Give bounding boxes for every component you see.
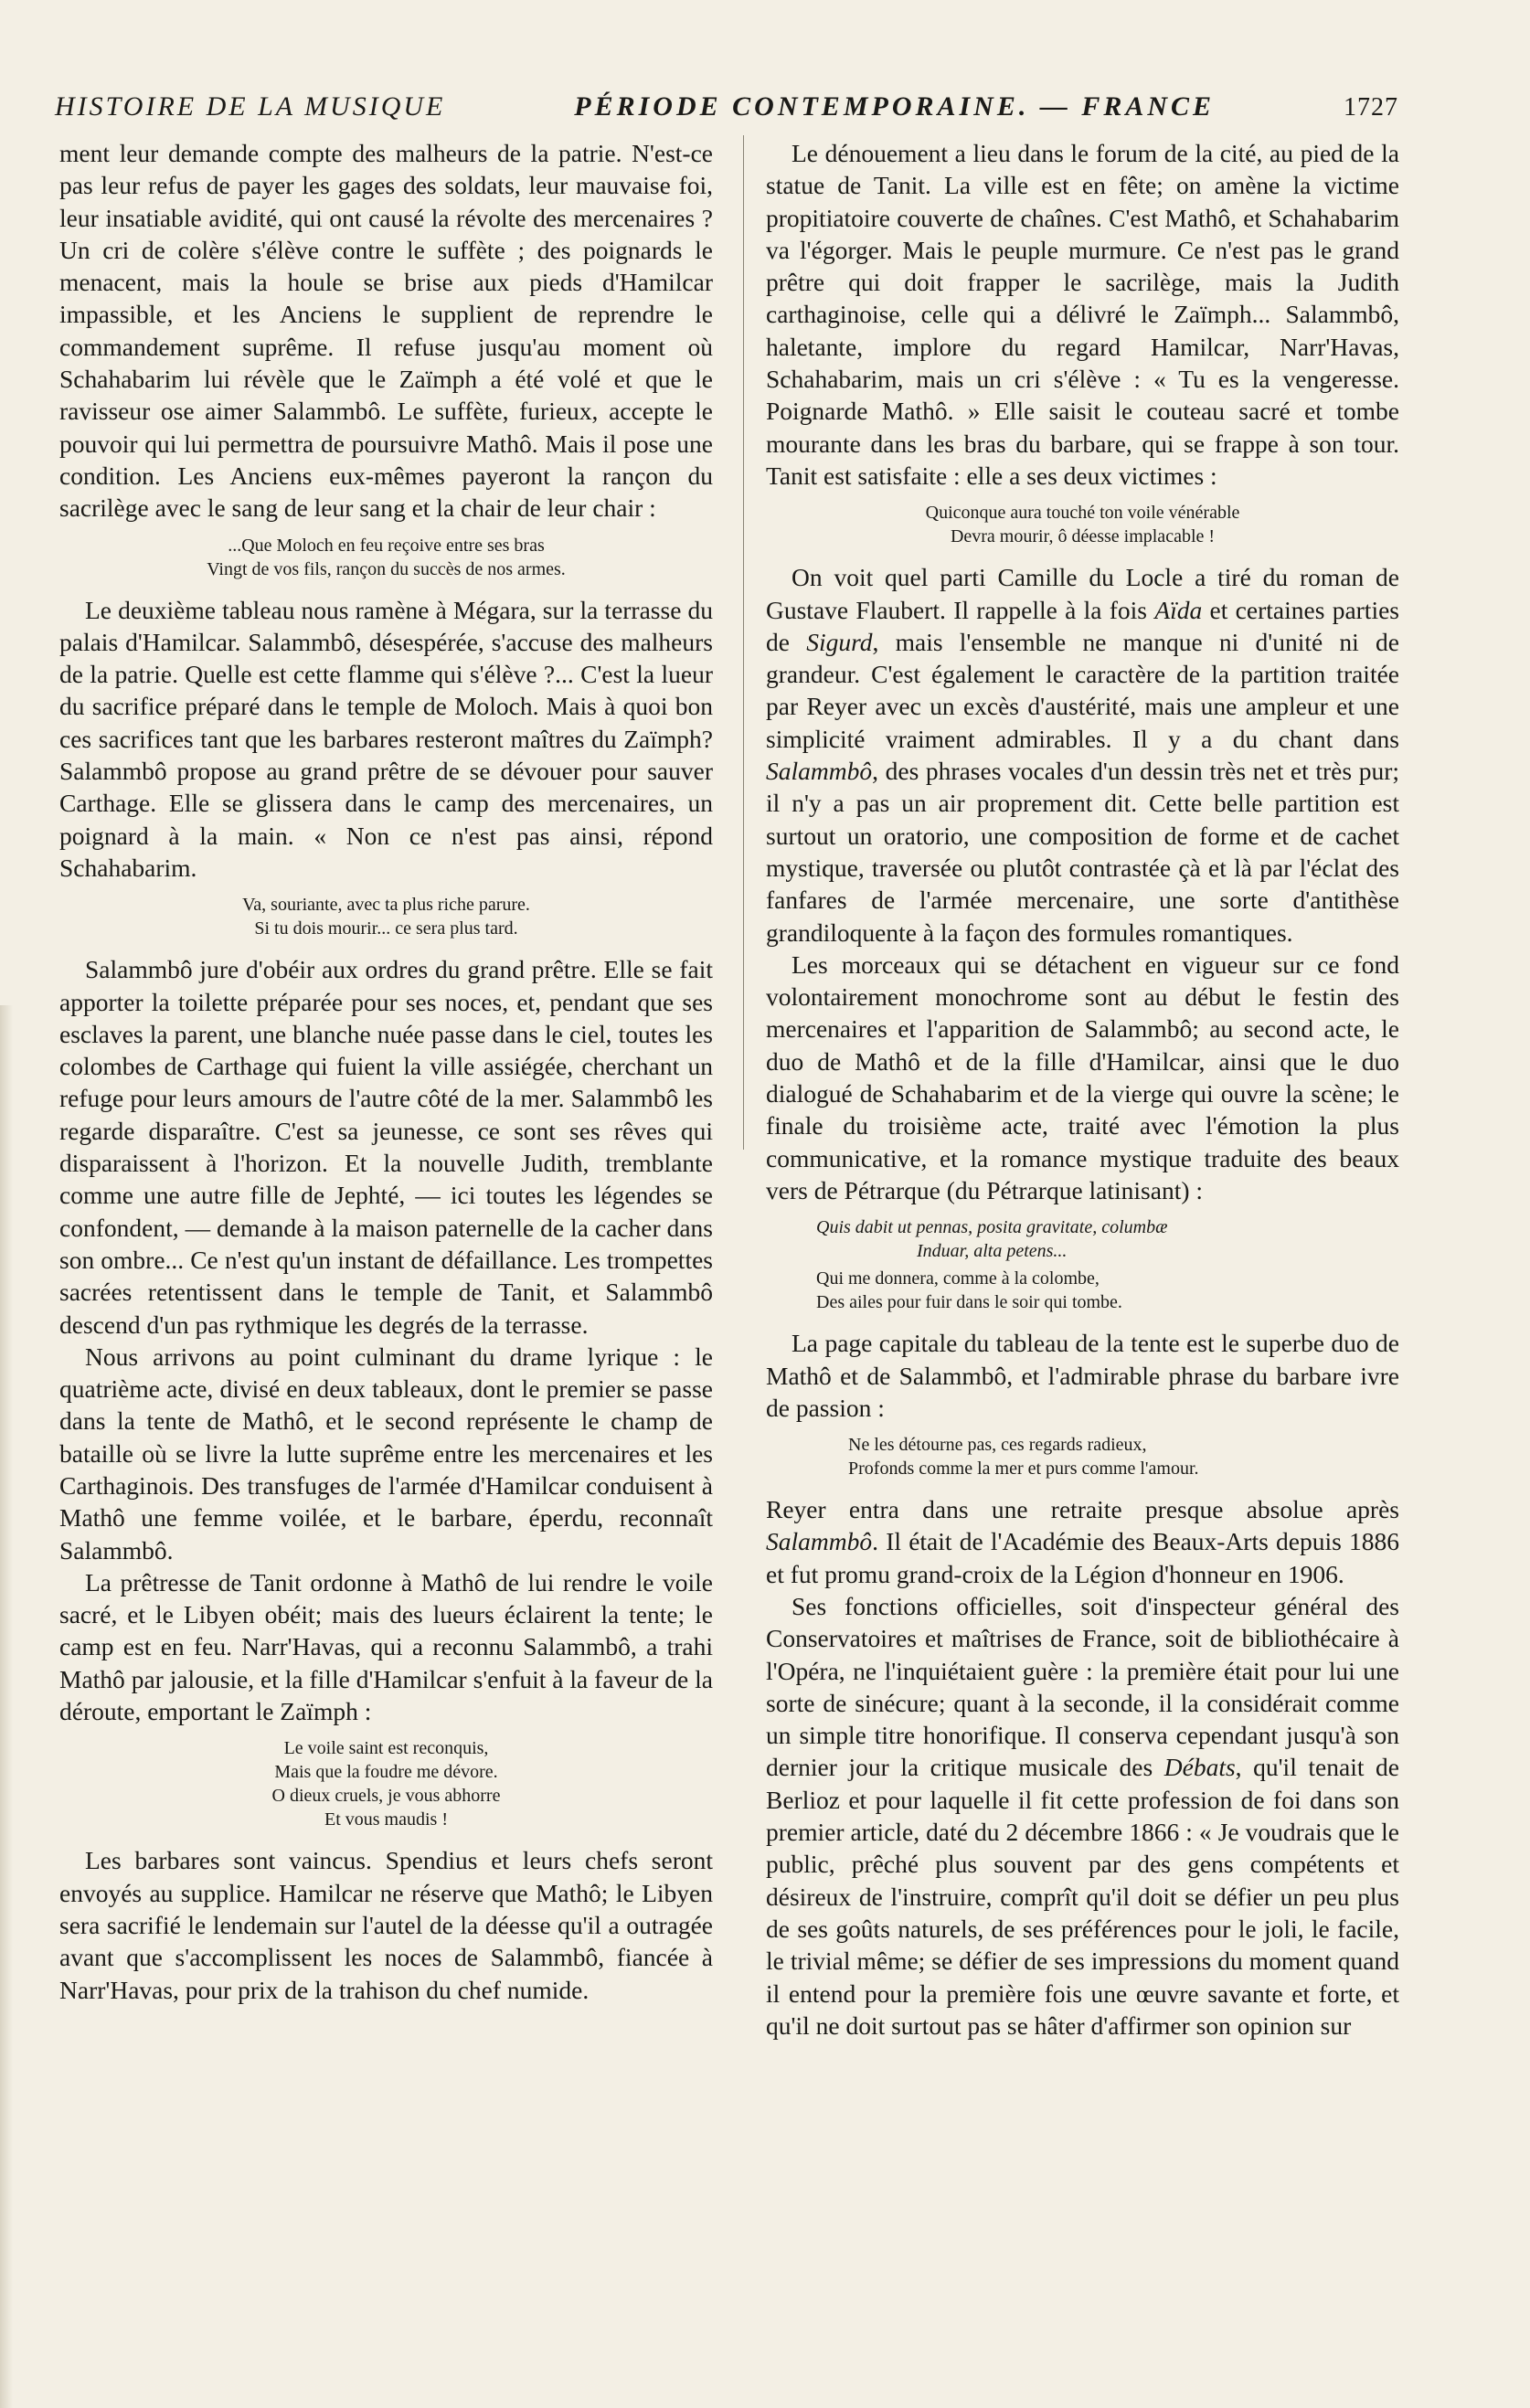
verse-line: O dieux cruels, je vous abhorre [271, 1786, 501, 1807]
running-title-left: HISTOIRE DE LA MUSIQUE [55, 91, 446, 122]
paragraph: Les morceaux qui se détachent en vigueur sur ce fond volontairement monochrome sont au début le festin des mercenaires et l'apparition de Salammbô; au second acte, le duo de Mathô et de la fille d'Hamilcar, ainsi que le duo dialogué de Schahabarim et de la vierge qui ouvre la scène; le finale du troisième acte, traité avec l'émotion la plus communicative, et la romance mystique traduite des beaux vers de Pétrarque (du Pétrarque latinisant) : [766, 949, 1399, 1204]
paragraph: La prêtresse de Tanit ordonne à Mathô de lui rendre le voile sacré, et le Libyen obéit; mais des lueurs éclairent la tente; le camp est en feu. Narr'Havas, qui a reconnu Salammbô, a trahi Mathô par jalousie, et la fille d'Hamilcar s'enfuit à la faveur de la déroute, emportant le Zaïmph : [59, 1567, 713, 1726]
work-title: Aïda [1154, 595, 1203, 624]
verse-line: Ne les détourne pas, ces regards radieux, [848, 1435, 1147, 1456]
verse-line: Et vous maudis ! [324, 1809, 448, 1830]
verse-quote [59, 893, 713, 940]
latin-verse-quote [766, 1215, 1399, 1263]
verse-translation [766, 1267, 1399, 1314]
paragraph [766, 1493, 1399, 1590]
text-run: , des phrases vocales d'un dessin très net et très pur; il n'y a pas un air proprement dit. Cette belle partition est surtout un oratorio, une composition de forme et de cachet mystique, traversée ou plutôt contrastée çà et là par l'éclat des fanfares de l'armée mercenaire, une sorte d'antithèse grandiloquente à la façon des formules romantiques. [766, 757, 1399, 947]
verse-quote [766, 501, 1399, 548]
paragraph: Les barbares sont vaincus. Spendius et leurs chefs seront envoyés au supplice. Hamilcar ne réserve que Mathô; le Libyen sera sacrifié le lendemain sur l'autel de la déesse qu'il a outragée avant que s'accomplissent les noces de Salammbô, fiancée à Narr'Havas, pour prix de la trahison du chef numide. [59, 1846, 713, 2004]
verse-quote [59, 534, 713, 581]
paragraph: Le deuxième tableau nous ramène à Mégara, sur la terrasse du palais d'Hamilcar. Salammbô, désespérée, s'accuse des malheurs de la patrie. Quelle est cette flamme qui s'élève ?... C'est la lueur du sacrifice préparé dans le temple de Moloch. Mais à quoi bon ces sacrifices tant que les barbares resteront maîtres du Zaïmph? Salammbô propose au grand prêtre de se dévouer pour sauver Carthage. Elle se glissera dans le camp des mercenaires, un poignard à la main. « Non ce n'est pas ainsi, répond Schahabarim. [59, 595, 713, 882]
verse-line: Mais que la foudre me dévore. [274, 1762, 498, 1783]
verse-line: Devra mourir, ô déesse implacable ! [950, 526, 1216, 547]
text-run: , qu'il tenait de Berlioz et pour laquelle il fit cette profession de foi dans son premier article, daté du 2 décembre 1866 : « Je voudrais que le public, prêché plus souvent par des gens compétents et désireux de l'instruire, comprît qu'il doit se défier un peu plus de ses goûts naturels, de ses préférences pour le joli, le facile, le trivial même; se défier de ses impressions du moment quand il entend pour la première fois une œuvre savante et forte, et qu'il ne doit surtout pas se hâter d'affirmer son opinion sur [766, 1753, 1399, 2040]
right-column [766, 137, 1399, 2042]
paragraph: Salammbô jure d'obéir aux ordres du grand prêtre. Elle se fait apporter la toilette préparée pour ses noces, et, pendant que ses esclaves la parent, une blanche nuée passe dans le ciel, toutes les colombes de Carthage qui fuient la ville assiégée, cherchant un refuge pour leurs amours de l'autre côté de la mer. Salammbô les regarde disparaître. C'est sa jeunesse, ce sont ses rêves qui disparaissent à l'horizon. Et la nouvelle Judith, tremblante comme une autre fille de Jephté, — ici toutes les légendes se confondent, — demande à la maison paternelle de la cacher dans son ombre... Ce n'est qu'un instant de défaillance. Les trompettes sacrées retentissent dans le temple de Tanit, et Salammbô descend d'un pas rythmique les degrés de la terrasse. [59, 955, 713, 1339]
journal-title: Débats [1163, 1753, 1236, 1782]
text-run: . Il était de l'Académie des Beaux-Arts depuis 1886 et fut promu grand-croix de la Légion d'honneur en 1906. [766, 1527, 1399, 1588]
verse-line: Des ailes pour fuir dans le soir qui tombe. [816, 1292, 1122, 1313]
text-run: Ses fonctions officielles, soit d'inspecteur général des Conservatoires et maîtrises de France, soit de bibliothécaire à l'Opéra, ne l'inquiétaient guère : la première était pour lui une sorte de sinécure; quant à la seconde, il la considérait comme un simple titre honorifique. Il conserva cependant jusqu'à son dernier jour la critique musicale des [766, 1591, 1399, 1782]
paragraph: La page capitale du tableau de la tente est le superbe duo de Mathô et de Salammbô, et l'admirable phrase du barbare ivre de passion : [766, 1329, 1399, 1422]
paragraph: Le dénouement a lieu dans le forum de la cité, au pied de la statue de Tanit. La ville est en fête; on amène la victime propitiatoire couverte de chaînes. C'est Mathô, et Schahabarim va l'égorger. Mais le peuple murmure. Ce n'est pas le grand prêtre qui doit frapper le sacrilège, mais la Judith carthaginoise, celle qui a délivré le Zaïmph... Salammbô, haletante, implore du regard Hamilcar, Narr'Havas, Schahabarim, mais un cri s'élève : « Tu es la vengeresse. Poignarde Mathô. » Elle saisit le couteau sacré et tombe mourante dans les bras du barbare, qui se frappe à son tour. Tanit est satisfaite : elle a ses deux victimes : [766, 139, 1399, 490]
paragraph [766, 561, 1399, 949]
text-run: , mais l'ensemble ne manque ni d'unité ni de grandeur. C'est également le caractère de la partition traitée par Reyer avec un excès d'austérité, mais une ampleur et une simplicité vraiment admirables. Il y a du chant dans [766, 627, 1399, 753]
text-run: Reyer entra dans une retraite presque absolue après [766, 1495, 1399, 1524]
verse-line: Quis dabit ut pennas, posita gravitate, columbæ [816, 1217, 1168, 1238]
column-divider [743, 135, 744, 1150]
page-edge-shadow [0, 1005, 13, 2408]
verse-line: Quiconque aura touché ton voile vénérable [925, 503, 1240, 524]
paragraph: ment leur demande compte des malheurs de la patrie. N'est-ce pas leur refus de payer les gages des soldats, leur mauvaise foi, leur insatiable avidité, qui ont causé la révolte des mercenaires ? Un cri de colère s'élève contre le suffète ; des poignards le menacent, mais la houle se brise aux pieds d'Hamilcar impassible, et les Anciens le supplient de reprendre le commandement suprême. Il refuse jusqu'au moment où Schahabarim lui révèle que le Zaïmph a été volé et que le ravisseur ose aimer Salammbô. Le suffète, furieux, accepte le pouvoir qui lui permettra de poursuivre Mathô. Mais il pose une condition. Les Anciens eux-mêmes payeront la rançon du sacrilège avec le sang de leur sang et la chair de leur chair : [59, 139, 713, 523]
verse-line: ...Que Moloch en feu reçoive entre ses bras [228, 535, 545, 556]
page-number: 1727 [1343, 93, 1398, 122]
running-title-right: PÉRIODE CONTEMPORAINE. — FRANCE [574, 91, 1216, 122]
verse-line: Induar, alta petens... [917, 1241, 1068, 1262]
left-column [59, 137, 713, 2006]
text-run: On voit quel parti Camille du Locle a tiré du roman de Gustave Flaubert. Il rappelle à la fois [766, 563, 1399, 624]
verse-line: Si tu dois mourir... ce sera plus tard. [254, 918, 518, 939]
verse-quote [59, 1736, 713, 1831]
verse-line: Va, souriante, avec ta plus riche parure. [242, 895, 530, 916]
verse-line: Le voile saint est reconquis, [283, 1738, 489, 1759]
verse-line: Qui me donnera, comme à la colombe, [816, 1268, 1100, 1289]
running-header [55, 91, 1398, 122]
text-run: et certaines parties de [766, 595, 1399, 656]
verse-quote [766, 1433, 1399, 1480]
verse-line: Profonds comme la mer et purs comme l'amour. [848, 1459, 1199, 1480]
work-title: Salammbô [766, 1527, 873, 1556]
verse-line: Vingt de vos fils, rançon du succès de nos armes. [207, 558, 566, 579]
work-title: Salammbô [766, 757, 873, 786]
work-title: Sigurd [806, 627, 873, 656]
paragraph [766, 1590, 1399, 2042]
paragraph: Nous arrivons au point culminant du drame lyrique : le quatrième acte, divisé en deux tableaux, dont le premier se passe dans la tente de Mathô, et le second représente le champ de bataille où se livre la lutte suprême entre les mercenaires et les Carthaginois. Des transfuges de l'armée d'Hamilcar conduisent à Mathô une femme voilée, et le barbare, éperdu, reconnaît Salammbô. [59, 1342, 713, 1565]
